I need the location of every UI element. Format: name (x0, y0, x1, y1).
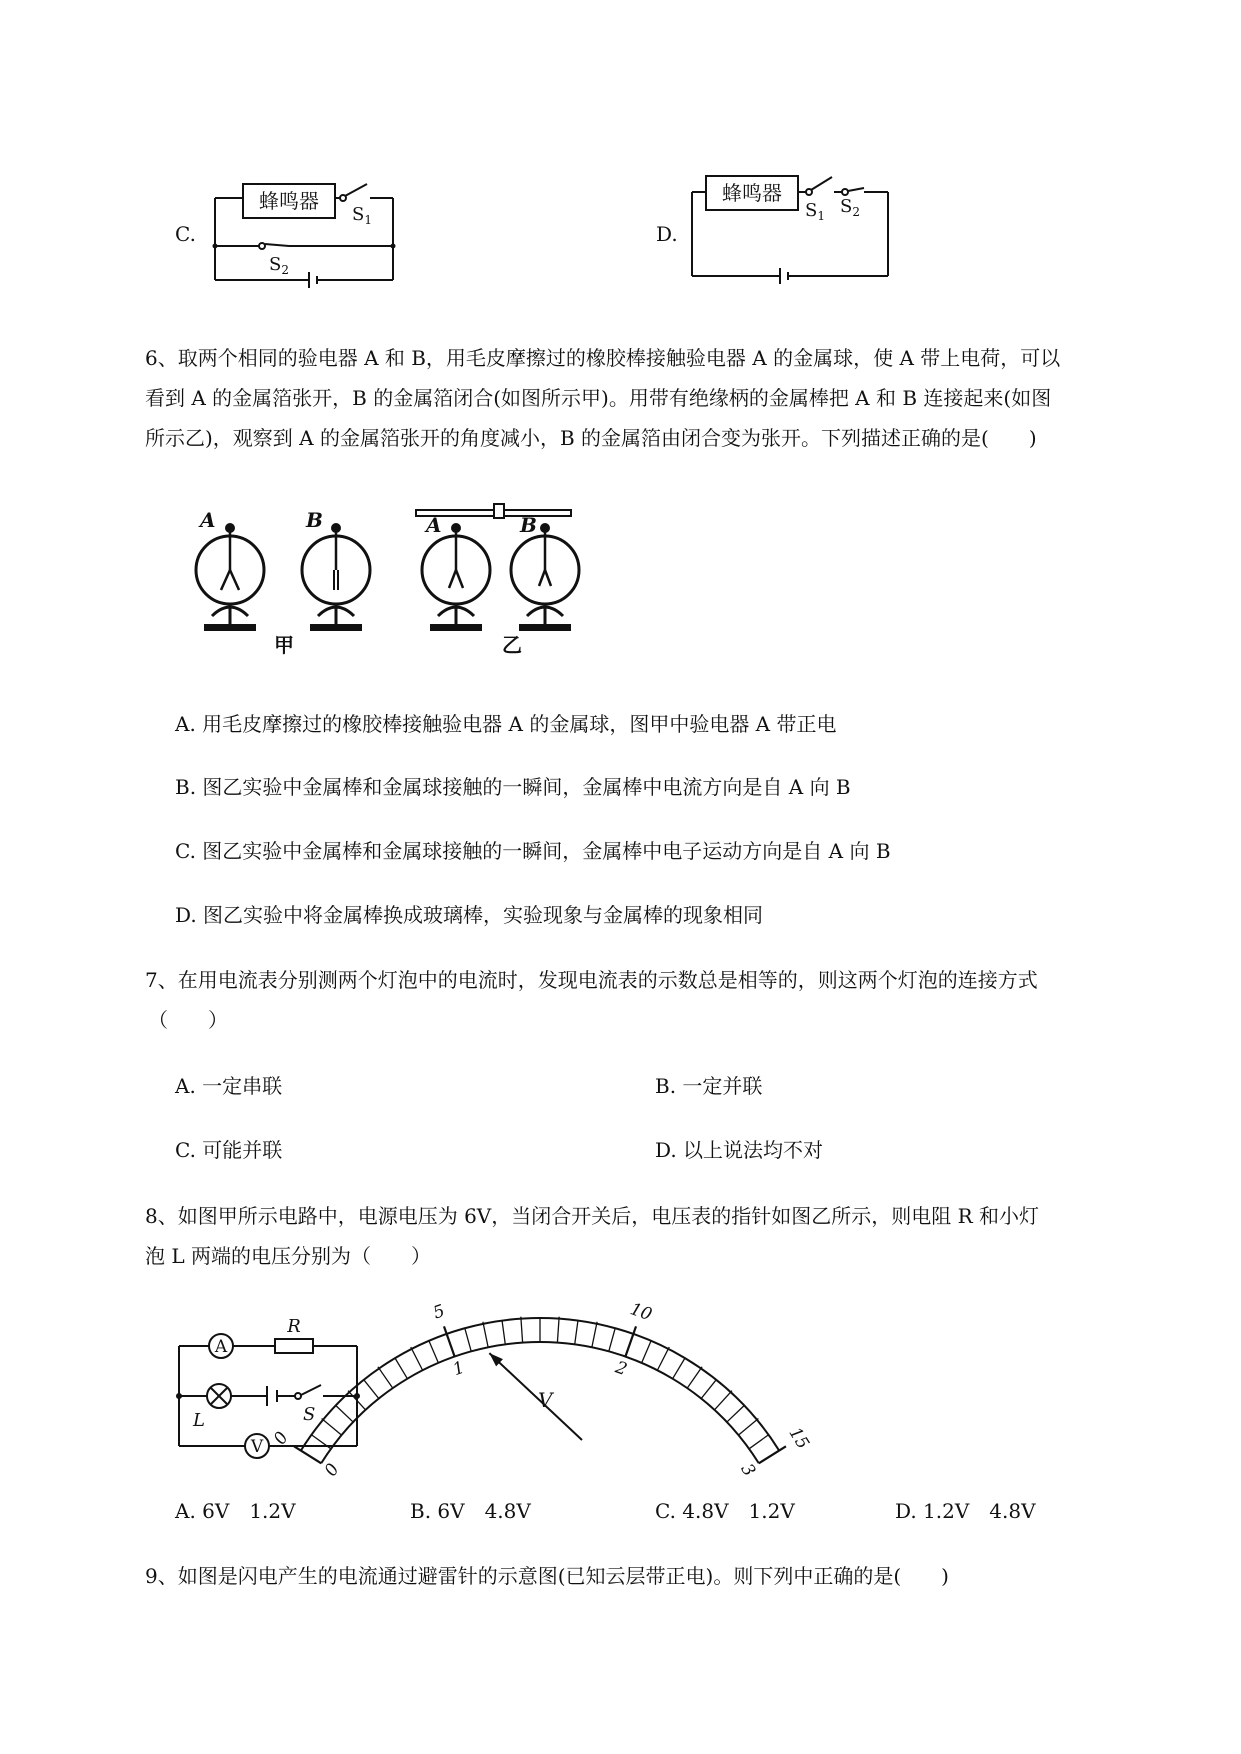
q8-option-b: B. 6V 4.8V (410, 1499, 531, 1523)
q5-option-c-label: C. (175, 222, 196, 246)
meter-tick (714, 1391, 732, 1410)
label-b-jia: B (306, 508, 323, 532)
electroscope-b-yi (511, 523, 579, 631)
q7-option-b: B. 一定并联 (655, 1074, 763, 1098)
label-yi: 乙 (502, 633, 522, 657)
meter-upper-label: 5 (430, 1300, 448, 1324)
voltmeter-unit: V (538, 1388, 553, 1412)
meter-upper-label: 10 (627, 1299, 655, 1326)
label-jia: 甲 (274, 633, 294, 657)
meter-lower-label: 0 (320, 1460, 344, 1481)
q5-option-d-label: D. (656, 222, 678, 246)
meter-tick (411, 1347, 423, 1370)
q7-stem-line-2: （ ） (148, 1008, 228, 1032)
ammeter-symbol: A (214, 1337, 228, 1357)
electroscope-b-jia (302, 523, 370, 631)
switch-label: S (303, 1404, 316, 1425)
q7-option-c: C. 可能并联 (175, 1138, 283, 1162)
q6-option-c: C. 图乙实验中金属棒和金属球接触的一瞬间，金属棒中电子运动方向是自 A 向 B (175, 839, 891, 863)
meter-tick (609, 1328, 615, 1351)
q5-circuit-d (692, 172, 902, 282)
q8-stem-line-2: 泡 L 两端的电压分别为（ ） (145, 1244, 431, 1268)
q5-circuit-c (215, 180, 435, 280)
meter-lower-label: 3 (736, 1460, 760, 1481)
voltmeter-symbol: V (250, 1437, 264, 1457)
q6-electroscope-figure (190, 500, 610, 670)
buzzer-label-d: 蜂鸣器 (722, 181, 782, 205)
meter-tick (642, 1341, 651, 1363)
meter-tick (701, 1380, 716, 1399)
q6-option-d: D. 图乙实验中将金属棒换成玻璃棒，实验现象与金属棒的现象相同 (175, 903, 764, 927)
q9-stem-line-1: 9、如图是闪电产生的电流通过避雷针的示意图(已知云层带正电)。则下列中正确的是( ) (145, 1564, 949, 1588)
meter-tick (657, 1347, 669, 1370)
meter-tick (378, 1367, 393, 1388)
electroscope-a-jia (196, 523, 264, 631)
electroscope-a-yi (422, 523, 490, 631)
q6-option-a: A. 用毛皮摩擦过的橡胶棒接触验电器 A 的金属球，图甲中验电器 A 带正电 (175, 712, 837, 736)
q6-option-b: B. 图乙实验中金属棒和金属球接触的一瞬间，金属棒中电流方向是自 A 向 B (175, 775, 851, 799)
buzzer-label-c: 蜂鸣器 (259, 189, 319, 213)
q7-stem-line-1: 7、在用电流表分别测两个灯泡中的电流时，发现电流表的示数总是相等的，则这两个灯泡的连接方式 (145, 968, 1038, 992)
meter-tick (395, 1358, 407, 1379)
q6-stem-line-2: 看到 A 的金属箔张开，B 的金属箔闭合(如图所示甲)。用带有绝缘柄的金属棒把 A 和 B 连接起来(如图 (145, 386, 1052, 410)
meter-tick (727, 1406, 744, 1423)
label-b-yi: B (520, 513, 537, 537)
q7-option-a: A. 一定串联 (175, 1074, 283, 1098)
meter-tick (759, 1446, 786, 1463)
q8-option-d: D. 1.2V 4.8V (895, 1499, 1036, 1523)
lamp-label: L (193, 1410, 205, 1431)
meter-tick (738, 1418, 758, 1435)
meter-tick (673, 1358, 685, 1379)
label-a-jia: A (200, 508, 216, 532)
meter-tick (502, 1321, 505, 1345)
s1-label-d: $S_1$ (805, 200, 825, 223)
meter-tick (521, 1317, 523, 1343)
q8-option-c: C. 4.8V 1.2V (655, 1499, 795, 1523)
label-a-yi: A (426, 513, 442, 537)
s1-label-c: $S_1$ (352, 204, 372, 227)
meter-tick (592, 1322, 597, 1347)
meter-lower-label: 1 (450, 1357, 468, 1381)
meter-tick (465, 1328, 471, 1351)
q6-stem-line-3: 所示乙)，观察到 A 的金属箔张开的角度减小，B 的金属箔由闭合变为张开。下列描述正确的是( ) (145, 426, 1037, 450)
voltmeter-pointer (489, 1353, 582, 1440)
q8-stem-line-1: 8、如图甲所示电路中，电源电压为 6V，当闭合开关后，电压表的指针如图乙所示，则电阻 R 和小灯 (145, 1204, 1040, 1228)
meter-tick (749, 1435, 768, 1449)
meter-lower-label: 2 (612, 1357, 630, 1381)
meter-tick (429, 1341, 438, 1363)
meter-tick (483, 1322, 488, 1347)
meter-tick (557, 1317, 559, 1343)
meter-upper-label: 15 (784, 1423, 813, 1453)
q8-option-a: A. 6V 1.2V (175, 1499, 296, 1523)
meter-tick (687, 1367, 702, 1388)
resistor-label: R (287, 1316, 301, 1337)
s2-label-c: $S_2$ (269, 254, 289, 277)
voltmeter-dial (269, 1290, 813, 1481)
q6-stem-line-1: 6、取两个相同的验电器 A 和 B，用毛皮摩擦过的橡胶棒接触验电器 A 的金属球，使 A 带上电荷，可以 (145, 346, 1061, 370)
meter-upper-label: 0 (269, 1428, 293, 1449)
s2-label-d: $S_2$ (840, 196, 860, 219)
meter-tick (575, 1321, 578, 1345)
q7-option-d: D. 以上说法均不对 (655, 1138, 824, 1162)
